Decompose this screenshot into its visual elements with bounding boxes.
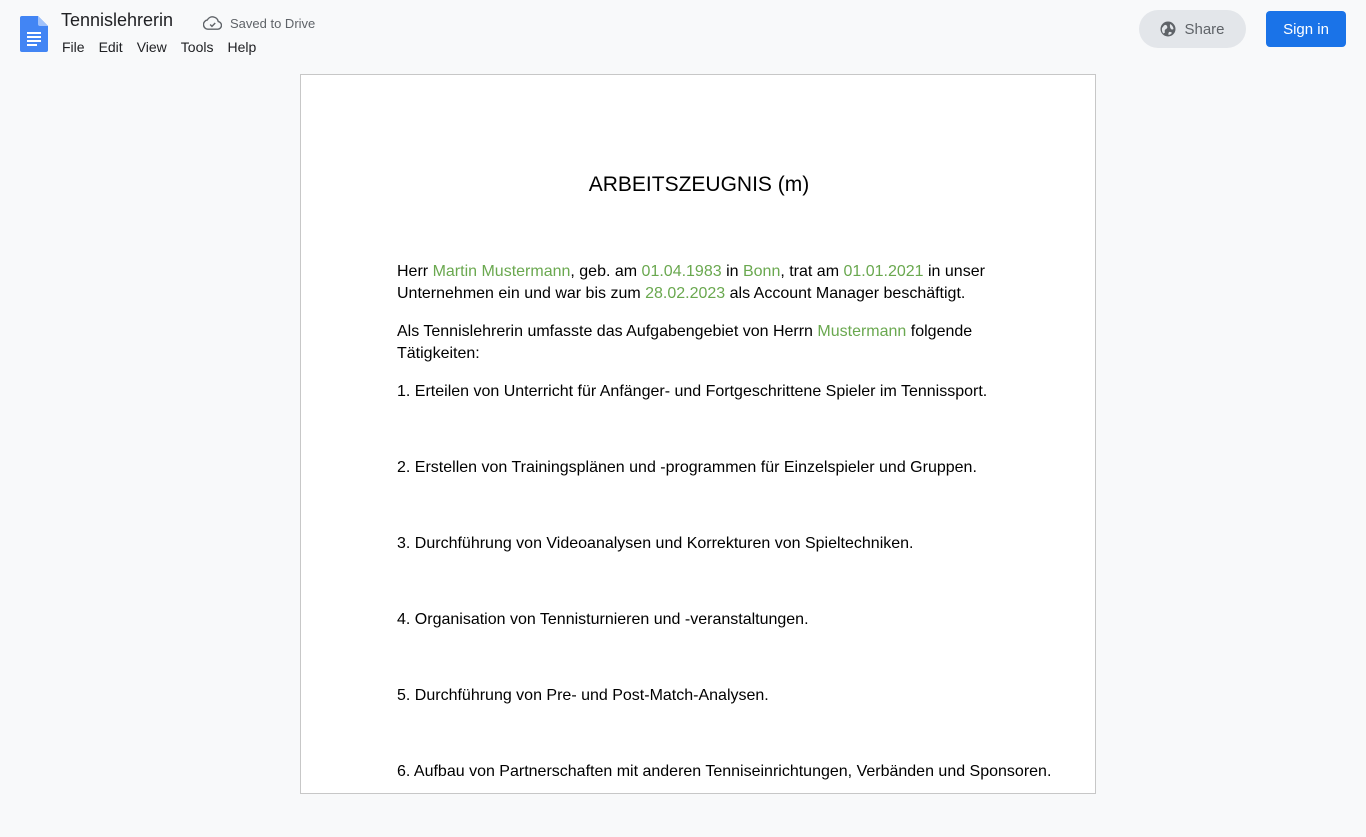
- share-label: Share: [1184, 20, 1225, 38]
- duties-text: folgende Tätigkeiten:: [397, 323, 973, 362]
- intro-text: , geb. am: [570, 263, 642, 280]
- top-bar: [0, 0, 1366, 64]
- intro-text: , trat am: [780, 263, 844, 280]
- employee-surname: Mustermann: [817, 323, 907, 340]
- document-page[interactable]: [300, 74, 1096, 794]
- menu-file[interactable]: File: [62, 39, 85, 55]
- document-title[interactable]: Tennislehrerin: [61, 10, 174, 30]
- menu-help[interactable]: Help: [227, 39, 257, 55]
- duty-item-2: 2. Erstellen von Trainingsplänen und -programmen für Einzelspieler und Gruppen.: [397, 459, 977, 476]
- birth-place: Bonn: [742, 263, 781, 280]
- document-heading: ARBEITSZEUGNIS (m): [588, 173, 810, 196]
- duty-item-6: 6. Aufbau von Partnerschaften mit anderen Tenniseinrichtungen, Verbänden und Sponsoren.: [397, 763, 1052, 780]
- document-body: [397, 261, 1052, 837]
- duty-item-1: 1. Erteilen von Unterricht für Anfänger- und Fortgeschrittene Spieler im Tennissport.: [397, 383, 988, 400]
- menu-view[interactable]: View: [136, 39, 167, 55]
- save-status[interactable]: [203, 14, 315, 32]
- intro-text: in unser Unternehmen ein und war bis zum: [397, 263, 985, 302]
- menu-tools[interactable]: Tools: [180, 39, 214, 55]
- employee-name: Martin Mustermann: [432, 263, 571, 280]
- cloud-done-icon: [203, 16, 222, 30]
- sign-in-button[interactable]: Sign in: [1266, 11, 1346, 47]
- duties-intro-paragraph: [397, 321, 1001, 365]
- intro-text: Herr: [397, 263, 433, 280]
- menu-bar: [55, 36, 263, 58]
- share-button[interactable]: [1139, 10, 1246, 48]
- duties-text: Als Tennislehrerin umfasste das Aufgabengebiet von Herrn: [397, 323, 818, 340]
- duty-item-5: 5. Durchführung von Pre- und Post-Match-Analysen.: [397, 687, 769, 704]
- globe-icon: [1160, 21, 1176, 37]
- start-date: 01.01.2021: [843, 263, 924, 280]
- save-status-label: Saved to Drive: [230, 15, 316, 31]
- duty-item-3: 3. Durchführung von Videoanalysen und Korrekturen von Spieltechniken.: [397, 535, 914, 552]
- docs-logo-icon[interactable]: [20, 16, 48, 52]
- menu-edit[interactable]: Edit: [98, 39, 123, 55]
- intro-text: in: [721, 263, 743, 280]
- duty-item-4: 4. Organisation von Tennisturnieren und -veranstaltungen.: [397, 611, 809, 628]
- birth-date: 01.04.1983: [641, 263, 722, 280]
- intro-paragraph: [397, 261, 1001, 305]
- end-date: 28.02.2023: [645, 285, 726, 302]
- intro-text: als Account Manager beschäftigt.: [725, 285, 966, 302]
